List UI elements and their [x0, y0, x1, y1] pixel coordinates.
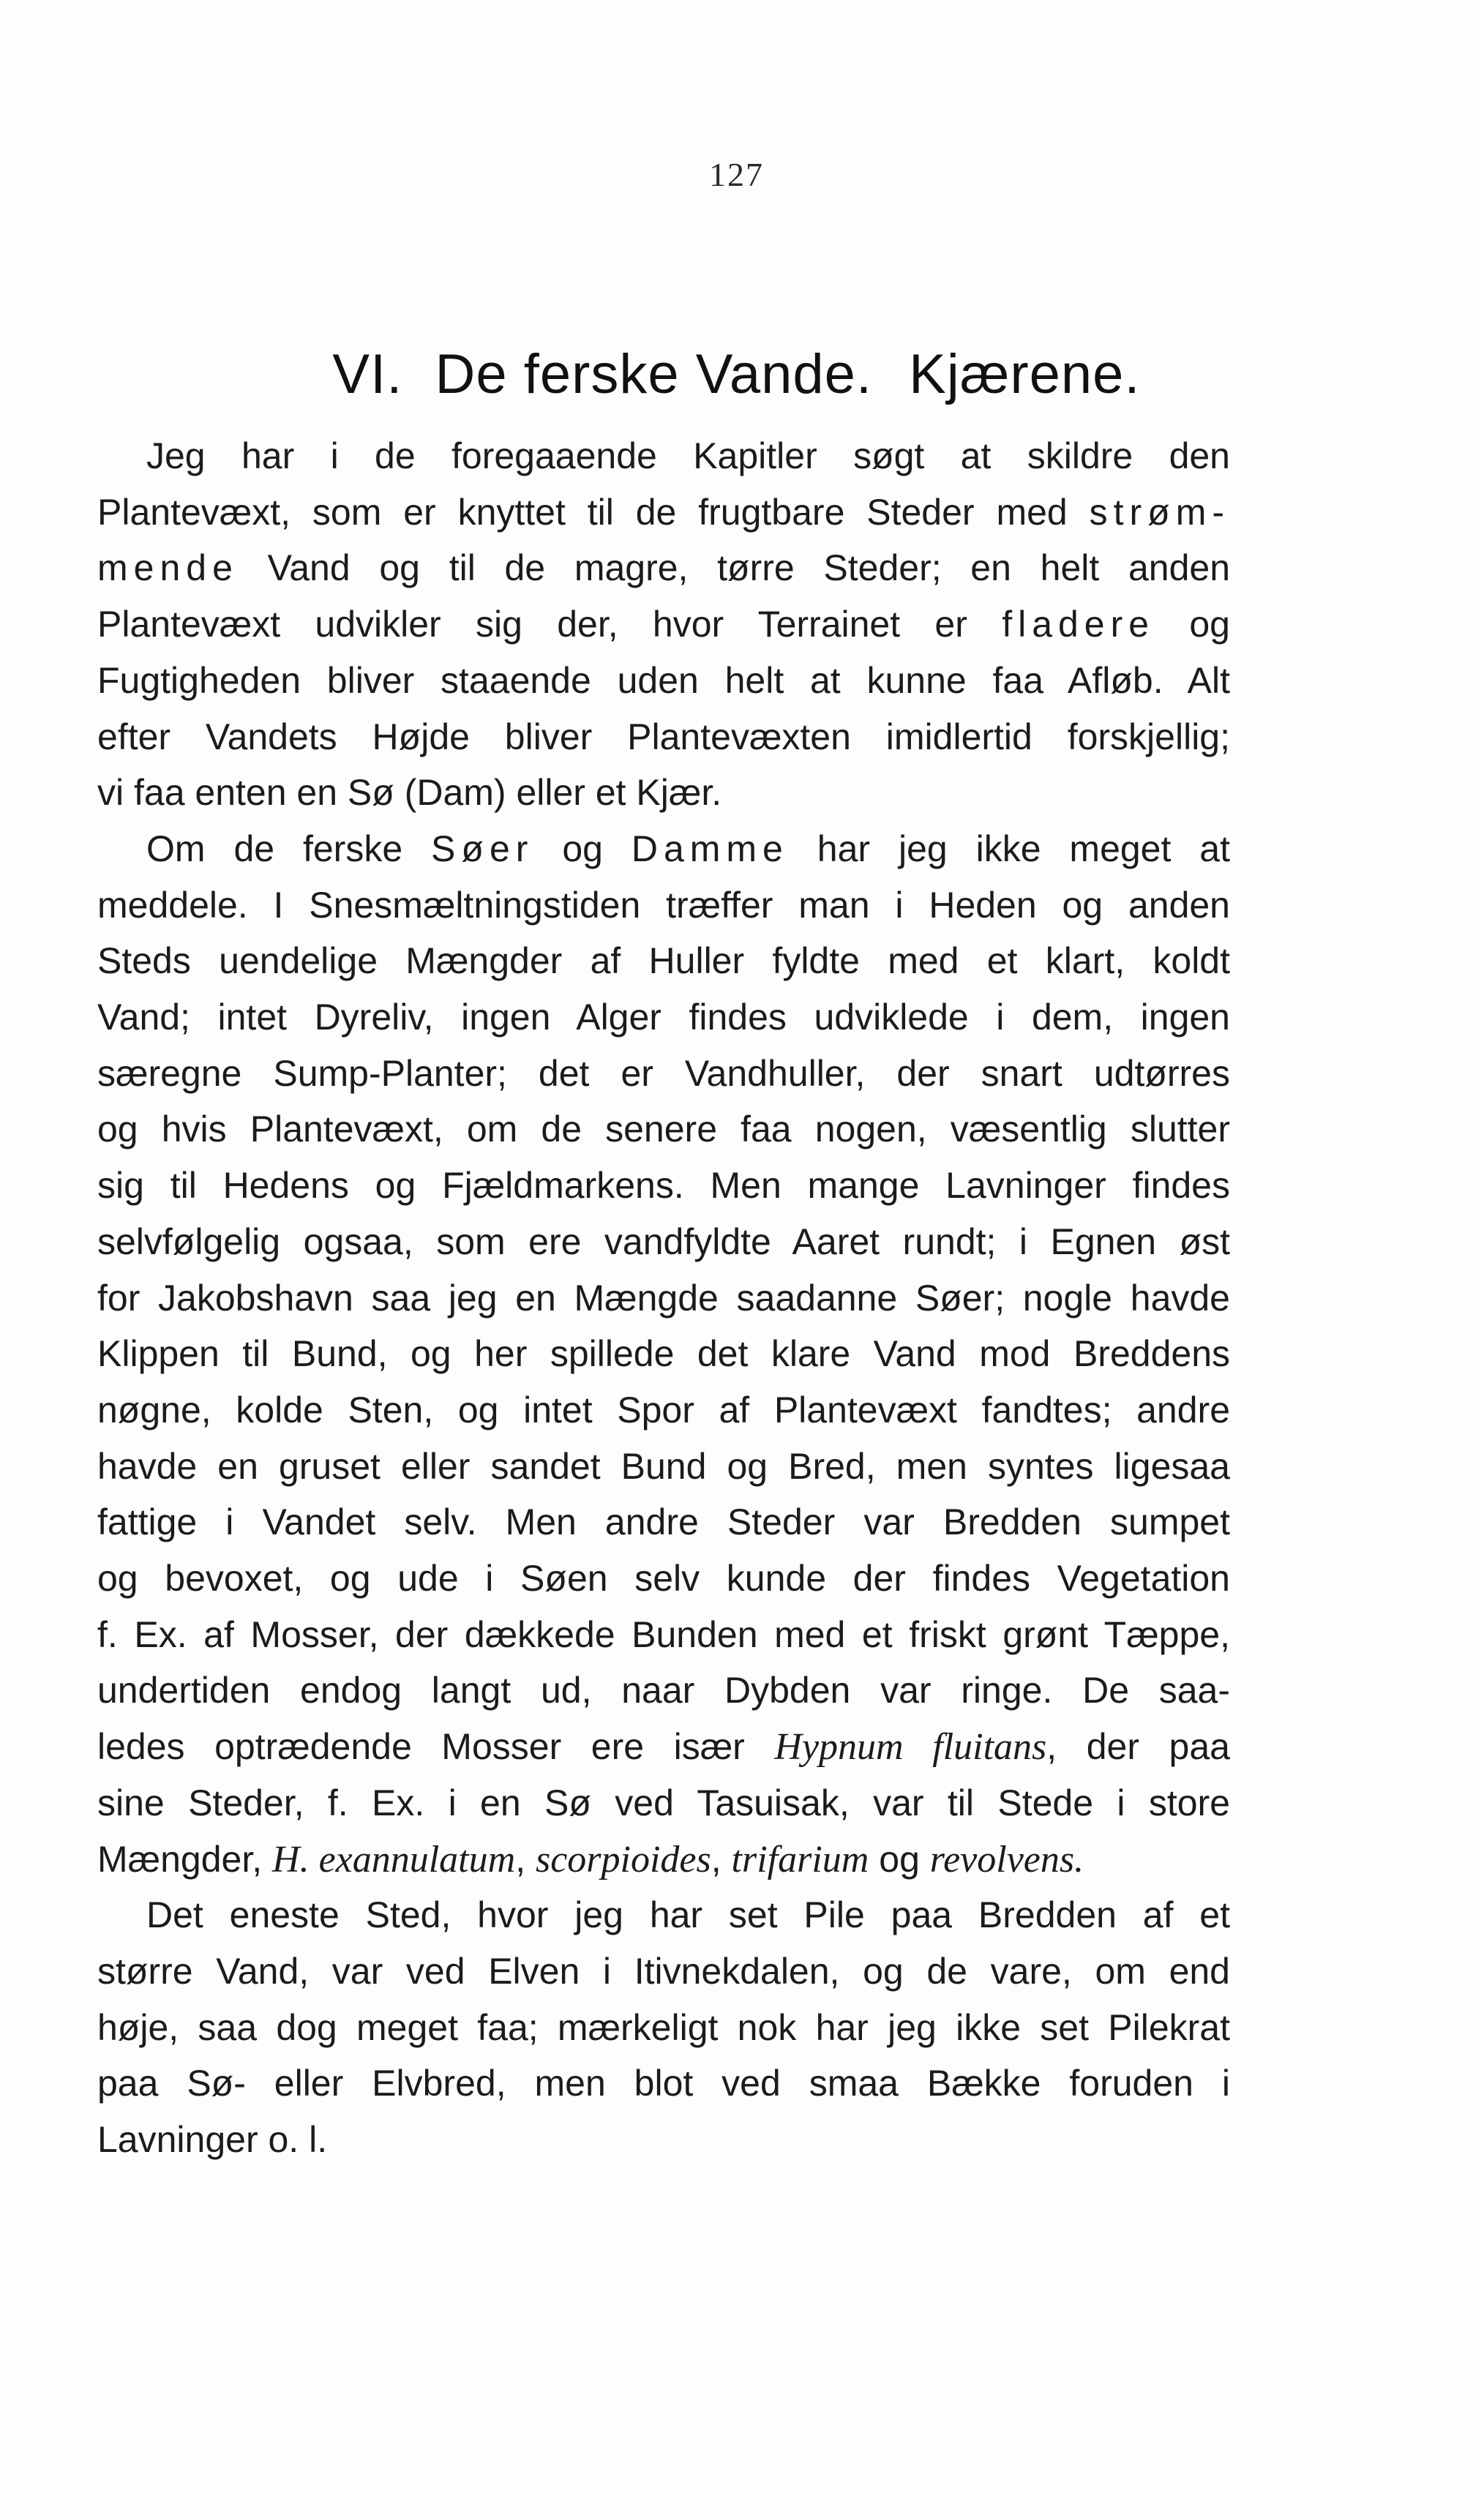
text-run: fattige i Vandet selv. Men andre Steder var Bredden sumpet — [97, 1501, 1230, 1543]
text-line — [97, 880, 1230, 931]
text-line — [97, 1496, 1230, 1548]
text-line — [97, 1216, 1230, 1267]
text-run: særegne Sump-Planter; det er Vandhuller, der snart udtørres — [97, 1052, 1230, 1094]
text-run: Det eneste Sted, hvor jeg har set Pile paa Bredden af et — [146, 1894, 1230, 1936]
text-line — [97, 935, 1230, 986]
text-run: Vand og til de magre, tørre Steder; en helt anden — [238, 547, 1230, 589]
text-run: Steds uendelige Mængder af Huller fyldte med et klart, koldt — [97, 940, 1230, 982]
text-run: og — [869, 1838, 930, 1880]
text-run: for Jakobshavn saa jeg en Mængde saadanne Søer; nogle havde — [97, 1277, 1230, 1319]
text-line — [97, 1103, 1230, 1155]
spaced-emphasis: mende — [97, 547, 239, 589]
text-line — [97, 711, 1230, 762]
spaced-emphasis: Damme — [631, 828, 789, 869]
text-run: Fugtigheden bliver staaende uden helt at kunne faa Afløb. Alt — [97, 659, 1230, 701]
text-run: , — [515, 1838, 536, 1880]
spaced-emphasis: fladere — [1002, 604, 1155, 645]
text-line — [97, 1609, 1230, 1660]
text-line — [97, 1160, 1230, 1211]
text-line — [97, 487, 1230, 538]
text-run: ledes optrædende Mosser ere især — [97, 1726, 775, 1768]
text-line — [97, 1272, 1230, 1324]
text-run: Plantevæxt, som er knyttet til de frugtbare Steder med — [97, 491, 1090, 533]
italic-term: H. exannulatum — [272, 1838, 516, 1880]
text-run: , der paa — [1046, 1726, 1230, 1768]
text-run: Mængder, — [97, 1838, 273, 1880]
text-line — [146, 430, 1230, 481]
text-run: større Vand, var ved Elven i Itivnekdalen, og de vare, om end — [97, 1950, 1230, 1992]
italic-term: revolvens. — [929, 1838, 1084, 1880]
text-line — [97, 1048, 1230, 1099]
text-line — [97, 542, 1230, 593]
text-line — [97, 2114, 1230, 2165]
text-line — [97, 2058, 1230, 2109]
text-run: paa Sø- eller Elvbred, men blot ved smaa Bække foruden i — [97, 2063, 1230, 2104]
text-run: selvfølgelig ogsaa, som ere vandfyldte Aaret rundt; i Egnen øst — [97, 1220, 1230, 1262]
chapter-number: VI. — [332, 343, 403, 405]
text-line — [97, 599, 1230, 650]
text-line — [146, 1889, 1230, 1940]
text-line — [97, 767, 1230, 818]
text-line — [97, 1834, 1230, 1885]
text-line — [97, 1328, 1230, 1379]
page-number: 127 — [709, 156, 764, 193]
text-run: og — [1155, 604, 1230, 645]
italic-term: scorpioides — [535, 1838, 711, 1880]
text-run: meddele. I Snesmæltningstiden træffer man i Heden og anden — [97, 884, 1230, 926]
text-line — [97, 1441, 1230, 1492]
text-line — [97, 991, 1230, 1043]
text-run: havde en gruset eller sandet Bund og Bred, men syntes ligesaa — [97, 1445, 1230, 1487]
text-run: Jeg har i de foregaaende Kapitler søgt at skildre den — [146, 435, 1230, 476]
text-run: Klippen til Bund, og her spillede det klare Vand mod Breddens — [97, 1333, 1230, 1375]
text-line — [97, 1665, 1230, 1716]
spaced-emphasis: Søer — [431, 828, 534, 869]
text-line — [97, 1553, 1230, 1604]
text-run: undertiden endog langt ud, naar Dybden var ringe. De saa- — [97, 1670, 1230, 1711]
text-run: , — [711, 1838, 732, 1880]
text-run: efter Vandets Højde bliver Plantevæxten imidlertid forskjellig; — [97, 716, 1230, 757]
text-line — [97, 1721, 1230, 1772]
italic-term: trifarium — [731, 1838, 869, 1880]
text-run: vi faa enten en Sø (Dam) eller et Kjær. — [97, 772, 722, 814]
text-run: høje, saa dog meget faa; mærkeligt nok har jeg ikke set Pilekrat — [97, 2006, 1230, 2048]
text-line — [97, 655, 1230, 706]
text-run: Om de ferske — [146, 828, 432, 869]
text-run: Lavninger o. l. — [97, 2119, 328, 2160]
text-run: sig til Hedens og Fjældmarkens. Men mange Lavninger findes — [97, 1165, 1230, 1207]
text-run: Plantevæxt udvikler sig der, hvor Terrainet er — [97, 604, 1002, 645]
italic-term: Hypnum fluitans — [774, 1726, 1047, 1769]
text-line — [97, 1384, 1230, 1436]
text-run: sine Steder, f. Ex. i en Sø ved Tasuisak, var til Stede i store — [97, 1782, 1230, 1823]
text-line — [97, 2002, 1230, 2053]
text-run: f. Ex. af Mosser, der dækkede Bunden med et friskt grønt Tæppe, — [97, 1613, 1230, 1655]
text-line — [97, 1777, 1230, 1829]
chapter-title: De ferske Vande. — [435, 343, 873, 405]
text-run: og hvis Plantevæxt, om de senere faa nogen, væsentlig slutter — [97, 1109, 1230, 1150]
text-line — [97, 1946, 1230, 1997]
text-line — [146, 823, 1230, 874]
chapter-subtitle: Kjærene. — [909, 343, 1141, 405]
text-run: og bevoxet, og ude i Søen selv kunde der findes Vegetation — [97, 1558, 1230, 1599]
text-run: Vand; intet Dyreliv, ingen Alger findes udviklede i dem, ingen — [97, 997, 1230, 1038]
text-run: har jeg ikke meget at — [788, 828, 1230, 869]
chapter-heading — [0, 342, 1473, 406]
text-run: og — [533, 828, 631, 869]
spaced-emphasis: strøm- — [1089, 491, 1230, 533]
text-run: nøgne, kolde Sten, og intet Spor af Plantevæxt fandtes; andre — [97, 1389, 1230, 1430]
